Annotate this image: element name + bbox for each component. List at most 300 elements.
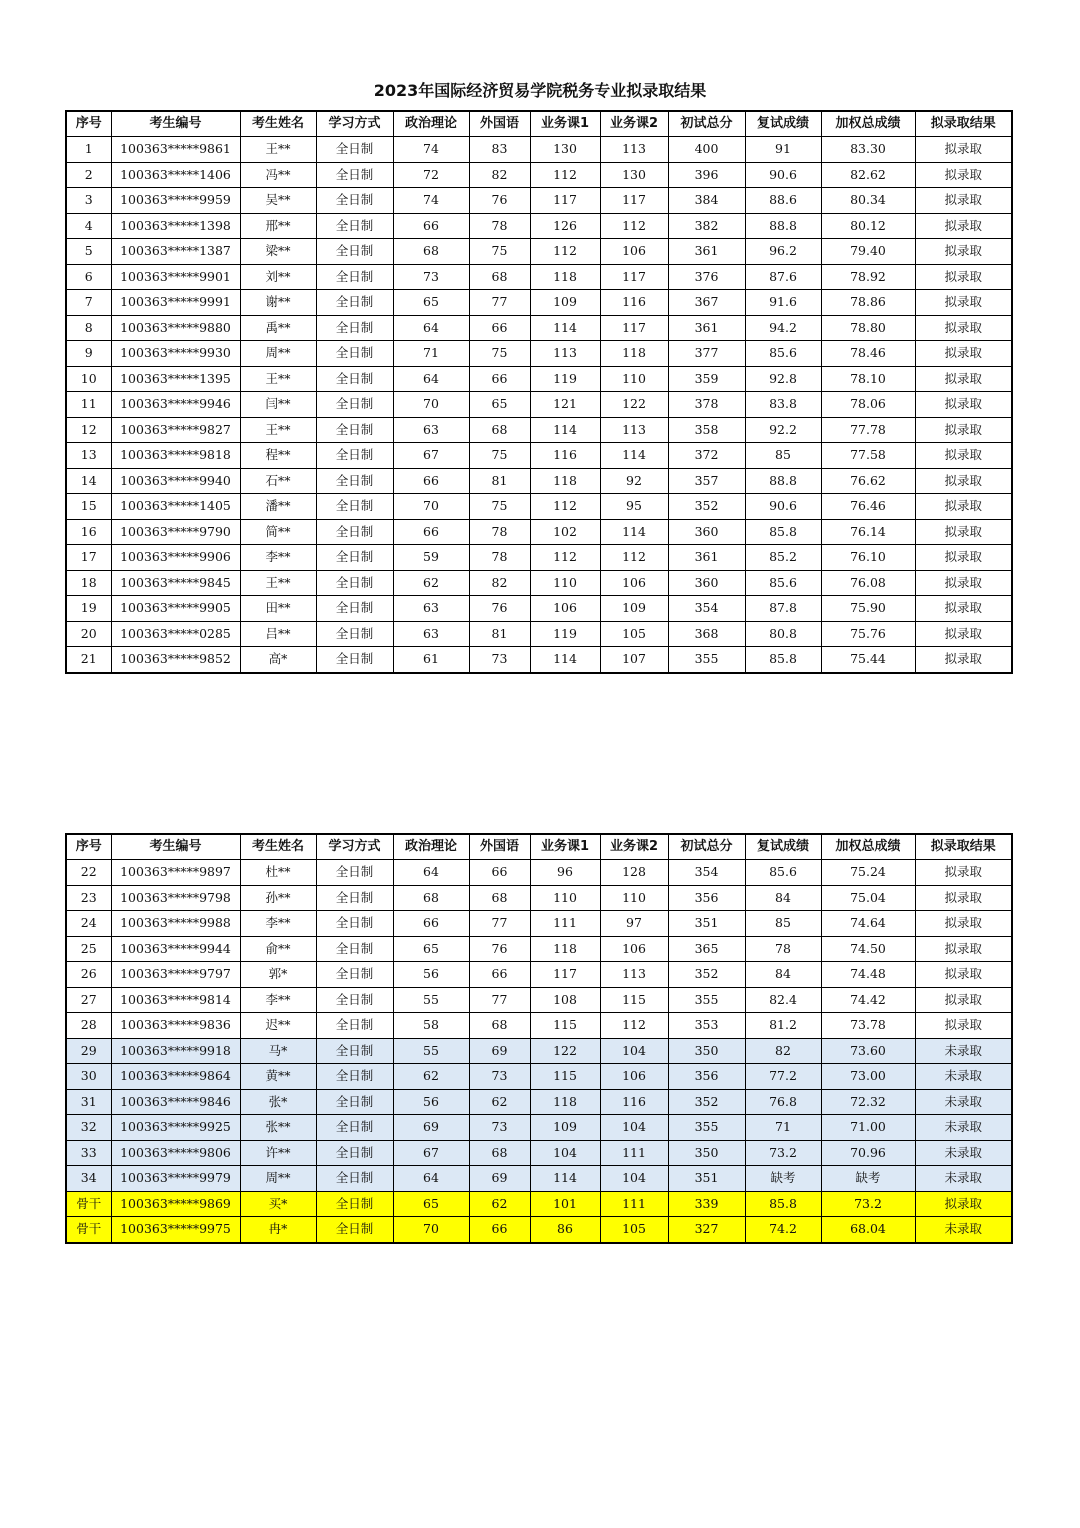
cell-initial-total: 357	[668, 468, 745, 494]
cell-course-2: 116	[600, 290, 668, 316]
cell-course-2: 110	[600, 366, 668, 392]
cell-politics: 64	[393, 860, 469, 886]
cell-retest-score: 85	[745, 911, 821, 937]
cell-seq: 7	[66, 290, 111, 316]
cell-candidate-id: 100363*****1405	[111, 494, 240, 520]
cell-candidate-id: 100363*****9940	[111, 468, 240, 494]
header-course-2: 业务课2	[600, 834, 668, 860]
table-row	[66, 494, 1012, 520]
cell-candidate-id: 100363*****9897	[111, 860, 240, 886]
cell-course-1: 115	[530, 1064, 600, 1090]
cell-course-1: 104	[530, 1140, 600, 1166]
table-row	[66, 341, 1012, 367]
cell-foreign-language: 66	[469, 366, 530, 392]
cell-admission-result: 拟录取	[915, 341, 1012, 367]
cell-retest-score: 85.6	[745, 570, 821, 596]
header-foreign-language: 外国语	[469, 834, 530, 860]
cell-course-2: 104	[600, 1038, 668, 1064]
cell-seq: 27	[66, 987, 111, 1013]
cell-seq: 15	[66, 494, 111, 520]
cell-admission-result: 拟录取	[915, 1191, 1012, 1217]
cell-course-2: 114	[600, 519, 668, 545]
cell-weighted-total: 70.96	[821, 1140, 915, 1166]
cell-weighted-total: 76.62	[821, 468, 915, 494]
cell-politics: 63	[393, 417, 469, 443]
cell-foreign-language: 73	[469, 647, 530, 673]
cell-foreign-language: 81	[469, 468, 530, 494]
cell-retest-score: 94.2	[745, 315, 821, 341]
cell-course-2: 112	[600, 213, 668, 239]
table-row	[66, 188, 1012, 214]
cell-weighted-total: 73.78	[821, 1013, 915, 1039]
cell-foreign-language: 68	[469, 417, 530, 443]
cell-admission-result: 未录取	[915, 1140, 1012, 1166]
cell-candidate-id: 100363*****9930	[111, 341, 240, 367]
header-retest-score: 复试成绩	[745, 834, 821, 860]
cell-seq: 1	[66, 137, 111, 163]
cell-candidate-name: 王**	[240, 570, 316, 596]
cell-admission-result: 拟录取	[915, 545, 1012, 571]
cell-seq: 28	[66, 1013, 111, 1039]
cell-candidate-name: 李**	[240, 987, 316, 1013]
cell-admission-result: 拟录取	[915, 162, 1012, 188]
cell-politics: 70	[393, 494, 469, 520]
cell-weighted-total: 83.30	[821, 137, 915, 163]
cell-admission-result: 拟录取	[915, 860, 1012, 886]
cell-initial-total: 327	[668, 1217, 745, 1243]
cell-admission-result: 拟录取	[915, 366, 1012, 392]
table-row	[66, 570, 1012, 596]
cell-candidate-name: 谢**	[240, 290, 316, 316]
cell-candidate-name: 石**	[240, 468, 316, 494]
cell-initial-total: 350	[668, 1038, 745, 1064]
cell-course-2: 110	[600, 885, 668, 911]
cell-course-1: 110	[530, 570, 600, 596]
cell-course-1: 118	[530, 264, 600, 290]
cell-retest-score: 91	[745, 137, 821, 163]
cell-seq: 17	[66, 545, 111, 571]
cell-weighted-total: 75.24	[821, 860, 915, 886]
cell-retest-score: 82.4	[745, 987, 821, 1013]
cell-admission-result: 拟录取	[915, 137, 1012, 163]
cell-initial-total: 358	[668, 417, 745, 443]
cell-retest-score: 90.6	[745, 494, 821, 520]
cell-foreign-language: 62	[469, 1089, 530, 1115]
cell-initial-total: 376	[668, 264, 745, 290]
table-row	[66, 239, 1012, 265]
cell-candidate-id: 100363*****9991	[111, 290, 240, 316]
cell-foreign-language: 68	[469, 1013, 530, 1039]
table-row	[66, 647, 1012, 673]
cell-initial-total: 339	[668, 1191, 745, 1217]
cell-candidate-id: 100363*****1398	[111, 213, 240, 239]
cell-study-mode: 全日制	[316, 468, 393, 494]
table-row	[66, 1191, 1012, 1217]
cell-candidate-name: 王**	[240, 417, 316, 443]
cell-seq: 25	[66, 936, 111, 962]
cell-course-1: 126	[530, 213, 600, 239]
cell-candidate-name: 王**	[240, 366, 316, 392]
cell-candidate-name: 田**	[240, 596, 316, 622]
cell-weighted-total: 75.44	[821, 647, 915, 673]
cell-study-mode: 全日制	[316, 137, 393, 163]
cell-course-2: 95	[600, 494, 668, 520]
cell-seq: 14	[66, 468, 111, 494]
cell-politics: 71	[393, 341, 469, 367]
cell-politics: 66	[393, 213, 469, 239]
cell-course-1: 122	[530, 1038, 600, 1064]
cell-seq: 31	[66, 1089, 111, 1115]
cell-weighted-total: 76.46	[821, 494, 915, 520]
cell-study-mode: 全日制	[316, 239, 393, 265]
cell-course-1: 115	[530, 1013, 600, 1039]
cell-study-mode: 全日制	[316, 494, 393, 520]
cell-course-2: 111	[600, 1191, 668, 1217]
table-row	[66, 213, 1012, 239]
cell-admission-result: 拟录取	[915, 417, 1012, 443]
cell-initial-total: 352	[668, 1089, 745, 1115]
cell-politics: 68	[393, 885, 469, 911]
cell-retest-score: 88.8	[745, 213, 821, 239]
header-candidate-id: 考生编号	[111, 111, 240, 137]
cell-course-2: 122	[600, 392, 668, 418]
cell-candidate-name: 刘**	[240, 264, 316, 290]
header-course-2: 业务课2	[600, 111, 668, 137]
cell-politics: 72	[393, 162, 469, 188]
cell-course-2: 109	[600, 596, 668, 622]
cell-retest-score: 缺考	[745, 1166, 821, 1192]
cell-admission-result: 未录取	[915, 1089, 1012, 1115]
cell-study-mode: 全日制	[316, 885, 393, 911]
cell-candidate-id: 100363*****0285	[111, 621, 240, 647]
cell-initial-total: 355	[668, 987, 745, 1013]
cell-candidate-id: 100363*****9975	[111, 1217, 240, 1243]
table-row	[66, 290, 1012, 316]
cell-foreign-language: 73	[469, 1115, 530, 1141]
cell-weighted-total: 75.90	[821, 596, 915, 622]
cell-seq: 9	[66, 341, 111, 367]
cell-politics: 63	[393, 621, 469, 647]
cell-candidate-id: 100363*****9946	[111, 392, 240, 418]
cell-course-2: 105	[600, 621, 668, 647]
cell-candidate-id: 100363*****9979	[111, 1166, 240, 1192]
cell-candidate-name: 俞**	[240, 936, 316, 962]
table-header-row	[66, 834, 1012, 860]
cell-candidate-name: 吴**	[240, 188, 316, 214]
cell-weighted-total: 73.60	[821, 1038, 915, 1064]
cell-politics: 62	[393, 1064, 469, 1090]
cell-retest-score: 87.6	[745, 264, 821, 290]
cell-initial-total: 368	[668, 621, 745, 647]
cell-admission-result: 未录取	[915, 1064, 1012, 1090]
cell-weighted-total: 80.12	[821, 213, 915, 239]
cell-course-1: 118	[530, 1089, 600, 1115]
cell-candidate-id: 100363*****9798	[111, 885, 240, 911]
header-weighted-total: 加权总成绩	[821, 111, 915, 137]
cell-course-1: 110	[530, 885, 600, 911]
cell-foreign-language: 76	[469, 936, 530, 962]
cell-politics: 64	[393, 1166, 469, 1192]
table-row	[66, 1115, 1012, 1141]
cell-initial-total: 382	[668, 213, 745, 239]
table-row	[66, 1038, 1012, 1064]
cell-retest-score: 88.6	[745, 188, 821, 214]
cell-weighted-total: 75.76	[821, 621, 915, 647]
cell-weighted-total: 72.32	[821, 1089, 915, 1115]
page-title: 2023年国际经济贸易学院税务专业拟录取结果	[373, 81, 707, 100]
cell-initial-total: 353	[668, 1013, 745, 1039]
cell-initial-total: 350	[668, 1140, 745, 1166]
cell-study-mode: 全日制	[316, 647, 393, 673]
cell-weighted-total: 78.06	[821, 392, 915, 418]
cell-study-mode: 全日制	[316, 911, 393, 937]
cell-admission-result: 拟录取	[915, 494, 1012, 520]
cell-politics: 70	[393, 392, 469, 418]
cell-study-mode: 全日制	[316, 570, 393, 596]
cell-seq: 10	[66, 366, 111, 392]
cell-politics: 70	[393, 1217, 469, 1243]
cell-course-1: 112	[530, 162, 600, 188]
cell-seq: 21	[66, 647, 111, 673]
cell-seq: 18	[66, 570, 111, 596]
table-row	[66, 936, 1012, 962]
cell-candidate-name: 黄**	[240, 1064, 316, 1090]
cell-weighted-total: 缺考	[821, 1166, 915, 1192]
cell-initial-total: 352	[668, 962, 745, 988]
cell-seq: 34	[66, 1166, 111, 1192]
cell-course-2: 116	[600, 1089, 668, 1115]
cell-weighted-total: 75.04	[821, 885, 915, 911]
cell-candidate-id: 100363*****9852	[111, 647, 240, 673]
cell-politics: 58	[393, 1013, 469, 1039]
cell-initial-total: 351	[668, 1166, 745, 1192]
cell-study-mode: 全日制	[316, 1140, 393, 1166]
cell-candidate-id: 100363*****9797	[111, 962, 240, 988]
cell-retest-score: 71	[745, 1115, 821, 1141]
cell-candidate-name: 吕**	[240, 621, 316, 647]
cell-admission-result: 拟录取	[915, 468, 1012, 494]
cell-candidate-name: 冉*	[240, 1217, 316, 1243]
cell-candidate-name: 杜**	[240, 860, 316, 886]
cell-admission-result: 拟录取	[915, 621, 1012, 647]
admission-table-2	[65, 833, 1013, 1244]
cell-admission-result: 拟录取	[915, 596, 1012, 622]
cell-study-mode: 全日制	[316, 596, 393, 622]
cell-foreign-language: 82	[469, 570, 530, 596]
cell-admission-result: 拟录取	[915, 936, 1012, 962]
cell-seq: 32	[66, 1115, 111, 1141]
cell-initial-total: 354	[668, 596, 745, 622]
cell-seq: 30	[66, 1064, 111, 1090]
cell-admission-result: 拟录取	[915, 962, 1012, 988]
cell-candidate-id: 100363*****9836	[111, 1013, 240, 1039]
cell-foreign-language: 66	[469, 1217, 530, 1243]
cell-seq: 13	[66, 443, 111, 469]
cell-initial-total: 396	[668, 162, 745, 188]
cell-weighted-total: 78.46	[821, 341, 915, 367]
cell-weighted-total: 73.00	[821, 1064, 915, 1090]
cell-candidate-name: 王**	[240, 137, 316, 163]
table-row	[66, 162, 1012, 188]
table-row	[66, 911, 1012, 937]
cell-initial-total: 356	[668, 885, 745, 911]
cell-retest-score: 85.8	[745, 1191, 821, 1217]
cell-candidate-name: 高*	[240, 647, 316, 673]
table-row	[66, 885, 1012, 911]
cell-study-mode: 全日制	[316, 621, 393, 647]
header-foreign-language: 外国语	[469, 111, 530, 137]
cell-study-mode: 全日制	[316, 1115, 393, 1141]
cell-initial-total: 377	[668, 341, 745, 367]
cell-study-mode: 全日制	[316, 519, 393, 545]
cell-study-mode: 全日制	[316, 290, 393, 316]
cell-seq: 16	[66, 519, 111, 545]
cell-candidate-id: 100363*****1406	[111, 162, 240, 188]
header-seq: 序号	[66, 111, 111, 137]
cell-study-mode: 全日制	[316, 188, 393, 214]
cell-retest-score: 85.6	[745, 341, 821, 367]
cell-candidate-name: 闫**	[240, 392, 316, 418]
header-admission-result: 拟录取结果	[915, 834, 1012, 860]
cell-politics: 65	[393, 290, 469, 316]
cell-politics: 61	[393, 647, 469, 673]
cell-foreign-language: 78	[469, 519, 530, 545]
cell-study-mode: 全日制	[316, 213, 393, 239]
header-course-1: 业务课1	[530, 111, 600, 137]
cell-study-mode: 全日制	[316, 392, 393, 418]
cell-course-2: 106	[600, 570, 668, 596]
cell-candidate-id: 100363*****1387	[111, 239, 240, 265]
cell-course-1: 114	[530, 315, 600, 341]
cell-course-2: 106	[600, 936, 668, 962]
cell-foreign-language: 66	[469, 962, 530, 988]
cell-politics: 67	[393, 1140, 469, 1166]
cell-candidate-id: 100363*****9906	[111, 545, 240, 571]
cell-candidate-name: 潘**	[240, 494, 316, 520]
cell-candidate-name: 简**	[240, 519, 316, 545]
cell-course-1: 106	[530, 596, 600, 622]
cell-initial-total: 365	[668, 936, 745, 962]
cell-retest-score: 84	[745, 885, 821, 911]
cell-study-mode: 全日制	[316, 417, 393, 443]
cell-candidate-name: 买*	[240, 1191, 316, 1217]
cell-retest-score: 74.2	[745, 1217, 821, 1243]
table-row	[66, 860, 1012, 886]
cell-foreign-language: 68	[469, 1140, 530, 1166]
header-admission-result: 拟录取结果	[915, 111, 1012, 137]
cell-study-mode: 全日制	[316, 936, 393, 962]
cell-course-2: 105	[600, 1217, 668, 1243]
cell-weighted-total: 74.64	[821, 911, 915, 937]
cell-candidate-name: 李**	[240, 911, 316, 937]
cell-foreign-language: 66	[469, 315, 530, 341]
header-politics: 政治理论	[393, 834, 469, 860]
cell-course-1: 109	[530, 1115, 600, 1141]
header-candidate-name: 考生姓名	[240, 111, 316, 137]
cell-weighted-total: 78.86	[821, 290, 915, 316]
cell-course-2: 97	[600, 911, 668, 937]
table-row	[66, 987, 1012, 1013]
cell-admission-result: 拟录取	[915, 911, 1012, 937]
cell-seq: 22	[66, 860, 111, 886]
cell-study-mode: 全日制	[316, 1013, 393, 1039]
cell-course-1: 119	[530, 621, 600, 647]
cell-foreign-language: 77	[469, 911, 530, 937]
table-row	[66, 468, 1012, 494]
cell-admission-result: 拟录取	[915, 392, 1012, 418]
cell-candidate-id: 100363*****9861	[111, 137, 240, 163]
cell-initial-total: 360	[668, 519, 745, 545]
cell-admission-result: 拟录取	[915, 519, 1012, 545]
cell-retest-score: 77.2	[745, 1064, 821, 1090]
cell-candidate-id: 100363*****9880	[111, 315, 240, 341]
cell-course-1: 101	[530, 1191, 600, 1217]
cell-retest-score: 83.8	[745, 392, 821, 418]
header-weighted-total: 加权总成绩	[821, 834, 915, 860]
cell-course-2: 111	[600, 1140, 668, 1166]
cell-politics: 56	[393, 962, 469, 988]
cell-admission-result: 拟录取	[915, 1013, 1012, 1039]
cell-politics: 56	[393, 1089, 469, 1115]
cell-study-mode: 全日制	[316, 545, 393, 571]
cell-candidate-name: 郭*	[240, 962, 316, 988]
cell-candidate-id: 100363*****9845	[111, 570, 240, 596]
cell-initial-total: 355	[668, 647, 745, 673]
table-row	[66, 1089, 1012, 1115]
cell-initial-total: 351	[668, 911, 745, 937]
cell-course-1: 114	[530, 1166, 600, 1192]
cell-course-1: 111	[530, 911, 600, 937]
cell-retest-score: 90.6	[745, 162, 821, 188]
cell-foreign-language: 81	[469, 621, 530, 647]
cell-admission-result: 未录取	[915, 1166, 1012, 1192]
cell-weighted-total: 74.48	[821, 962, 915, 988]
cell-politics: 64	[393, 315, 469, 341]
cell-initial-total: 378	[668, 392, 745, 418]
cell-seq: 3	[66, 188, 111, 214]
cell-politics: 59	[393, 545, 469, 571]
cell-admission-result: 未录取	[915, 1115, 1012, 1141]
cell-seq: 24	[66, 911, 111, 937]
cell-initial-total: 361	[668, 239, 745, 265]
cell-initial-total: 354	[668, 860, 745, 886]
cell-course-1: 118	[530, 936, 600, 962]
cell-seq: 33	[66, 1140, 111, 1166]
cell-course-2: 130	[600, 162, 668, 188]
cell-politics: 68	[393, 239, 469, 265]
header-initial-total: 初试总分	[668, 834, 745, 860]
cell-course-1: 114	[530, 417, 600, 443]
cell-course-2: 117	[600, 188, 668, 214]
cell-admission-result: 拟录取	[915, 264, 1012, 290]
cell-study-mode: 全日制	[316, 962, 393, 988]
cell-course-1: 118	[530, 468, 600, 494]
cell-candidate-id: 100363*****9988	[111, 911, 240, 937]
cell-initial-total: 352	[668, 494, 745, 520]
cell-candidate-id: 100363*****9827	[111, 417, 240, 443]
cell-course-1: 130	[530, 137, 600, 163]
table-row	[66, 1166, 1012, 1192]
cell-candidate-id: 100363*****9818	[111, 443, 240, 469]
cell-retest-score: 76.8	[745, 1089, 821, 1115]
cell-politics: 69	[393, 1115, 469, 1141]
cell-admission-result: 拟录取	[915, 188, 1012, 214]
table-row	[66, 1217, 1012, 1243]
cell-course-2: 104	[600, 1115, 668, 1141]
cell-admission-result: 拟录取	[915, 315, 1012, 341]
cell-admission-result: 拟录取	[915, 290, 1012, 316]
cell-candidate-name: 李**	[240, 545, 316, 571]
